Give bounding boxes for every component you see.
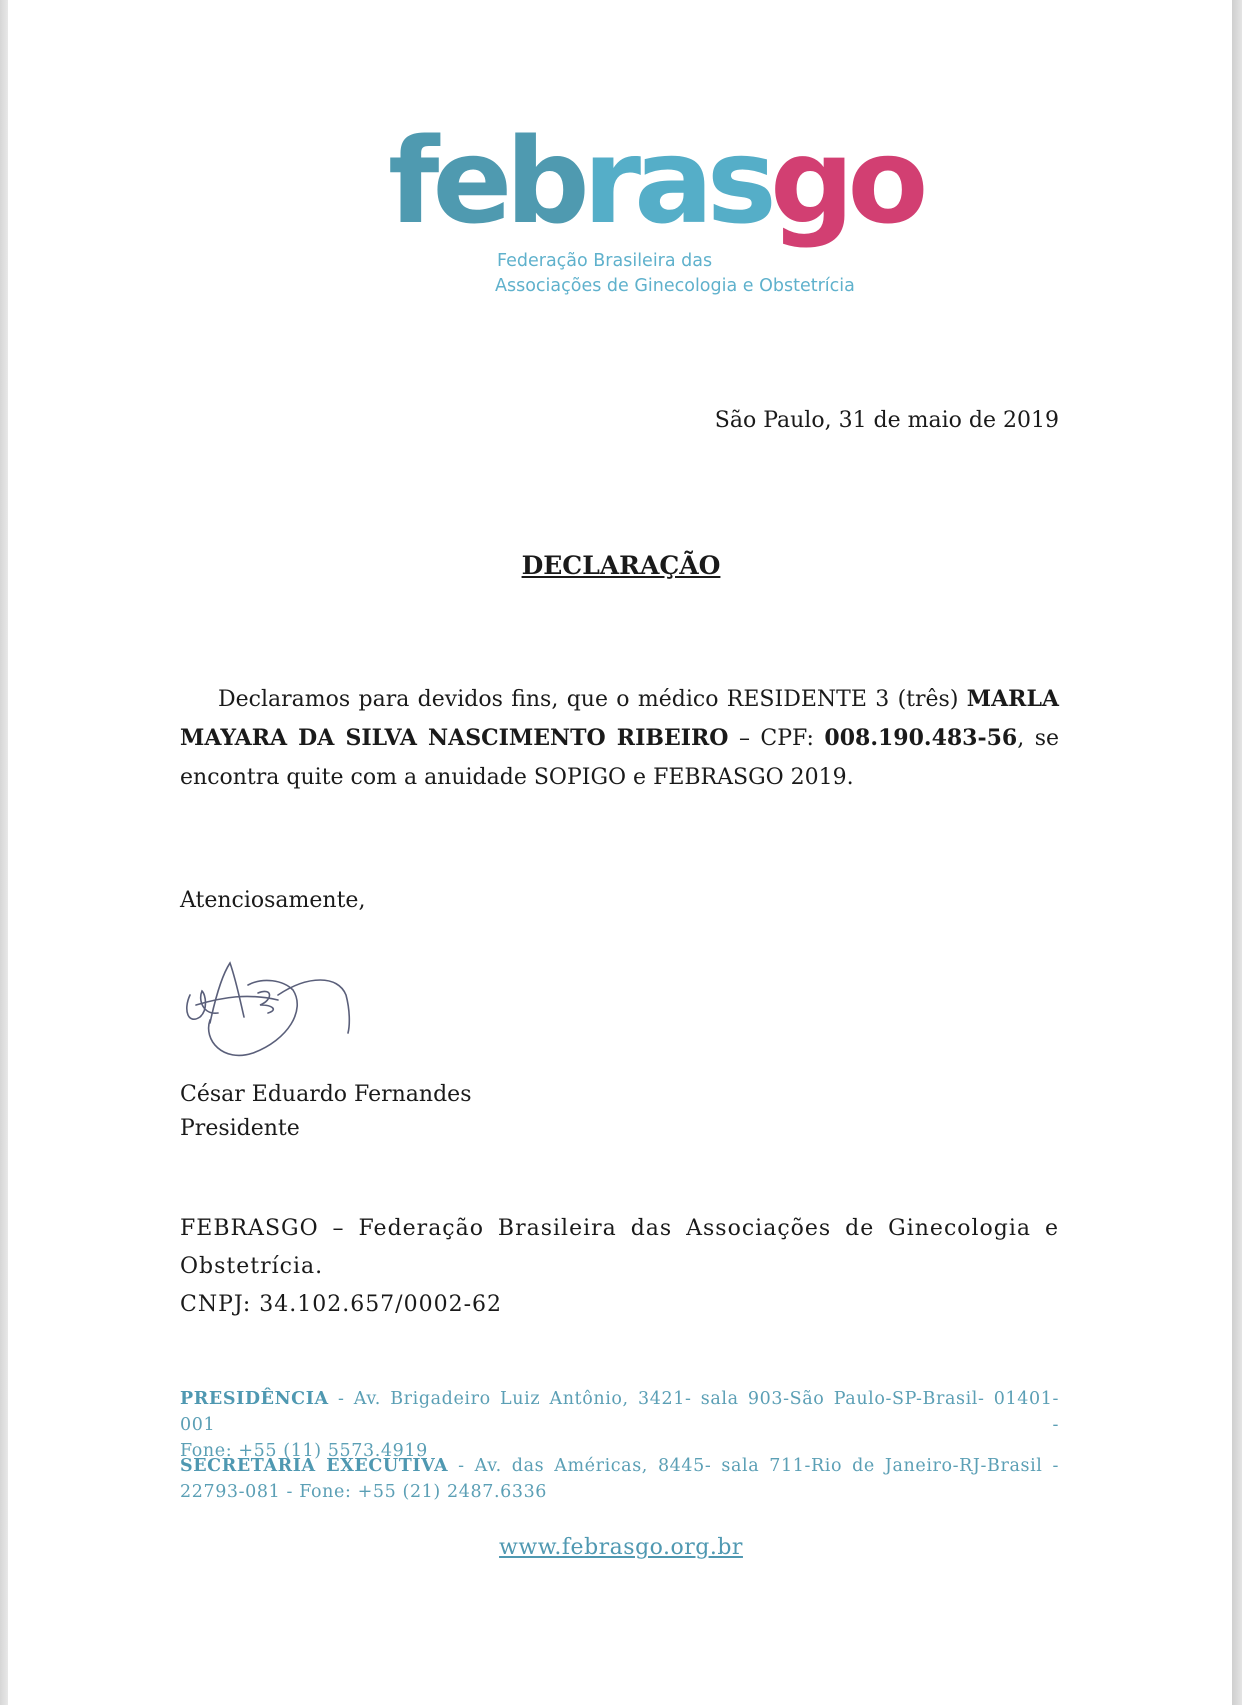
address-text: - Av. Brigadeiro Luiz Antônio, 3421- sala 903-São Paulo-SP-Brasil- 01401-001 - xyxy=(180,1389,1059,1435)
body-text-part3: , se encontra quite com a anuidade SOPIGO e FEBRASGO 2019. xyxy=(180,726,1060,790)
organization-name-line2: Obstetrícia. xyxy=(180,1254,324,1279)
logo-word-part3: go xyxy=(769,112,922,250)
organization-cnpj: CNPJ: 34.102.657/0002-62 xyxy=(180,1292,503,1317)
signature-stroke xyxy=(258,991,273,1013)
address-label: PRESIDÊNCIA xyxy=(180,1389,329,1409)
signature-image xyxy=(178,955,358,1060)
resident-name: MARLA MAYARA DA SILVA NASCIMENTO RIBEIRO xyxy=(180,686,1059,751)
logo-tagline-line2: Associações de Ginecologia e Obstetrícia xyxy=(495,276,855,296)
logo-word-part1: feb xyxy=(388,112,583,250)
page-edge-right xyxy=(1232,0,1242,1705)
address-line1 xyxy=(180,1386,1059,1438)
logo-word-part2: ras xyxy=(582,112,770,250)
organization-info xyxy=(180,1210,1059,1324)
cpf-number: 008.190.483-56 xyxy=(824,725,1018,751)
logo-tagline-line1: Federação Brasileira das xyxy=(497,251,713,271)
signer-title: Presidente xyxy=(180,1116,300,1141)
organization-name-line1: FEBRASGO – Federação Brasileira das Associações de Ginecologia e xyxy=(180,1216,1059,1241)
address-line2: Fone: +55 (11) 5573.4919 xyxy=(180,1441,428,1461)
address-line2: 22793-081 - Fone: +55 (21) 2487.6336 xyxy=(180,1482,548,1502)
page-edge-left xyxy=(0,0,8,1705)
document-title: DECLARAÇÃO xyxy=(521,551,721,580)
signature-stroke xyxy=(278,980,349,1033)
date-line: São Paulo, 31 de maio de 2019 xyxy=(714,408,1059,433)
body-text-part2: – CPF: xyxy=(728,726,825,751)
declaration-body xyxy=(180,680,1059,797)
website-link[interactable]: www.febrasgo.org.br xyxy=(499,1535,743,1560)
address-text: - Av. das Américas, 8445- sala 711-Rio de Janeiro-RJ-Brasil - xyxy=(448,1456,1060,1476)
address-line1 xyxy=(180,1453,1059,1479)
logo-wordmark xyxy=(388,112,922,250)
body-text-part1: Declaramos para devidos fins, que o médico RESIDENTE 3 (três) xyxy=(218,687,967,712)
signature-stroke xyxy=(187,991,218,1019)
signer-name: César Eduardo Fernandes xyxy=(180,1082,472,1107)
address-secretaria-executiva xyxy=(180,1453,1059,1505)
address-label: SECRETARIA EXECUTIVA xyxy=(180,1456,449,1476)
febrasgo-logo xyxy=(388,112,922,303)
closing-salutation: Atenciosamente, xyxy=(180,888,366,913)
